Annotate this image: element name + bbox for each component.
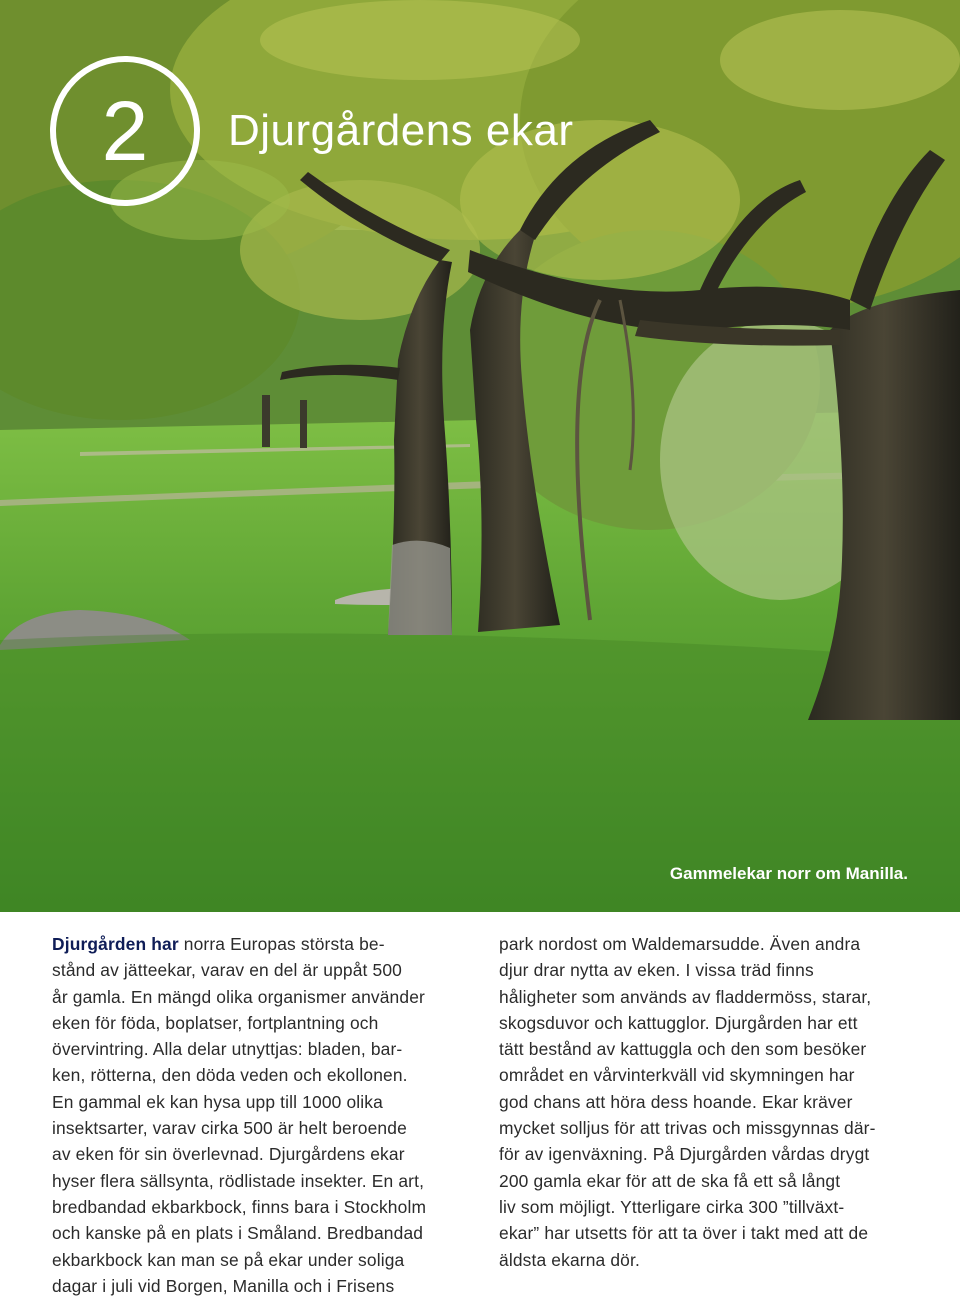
article-line: bredbandad ekbarkbock, finns bara i Stockholm — [52, 1196, 427, 1217]
article-line: och kanske på en plats i Småland. Bredbandad — [52, 1223, 424, 1244]
article-line: håligheter som används av fladdermöss, starar, — [499, 986, 872, 1007]
article-line: ekar” har utsetts för att ta över i takt med att de — [499, 1223, 869, 1244]
article-line: insektsarter, varav cirka 500 är helt beroende — [52, 1118, 407, 1139]
article-line: mycket solljus för att trivas och missgynnas där- — [499, 1118, 876, 1139]
article-line: tätt bestånd av kattuggla och den som besöker — [499, 1039, 867, 1060]
article-column-left — [52, 931, 472, 1299]
article-line: övervintring. Alla delar utnyttjas: bladen, bar- — [52, 1039, 403, 1060]
chapter-title: Djurgårdens ekar — [228, 106, 574, 155]
article-line: eken för föda, boplatser, fortplantning och — [52, 1012, 379, 1033]
article-line: området en vårvinterkväll vid skymningen har — [499, 1065, 855, 1086]
article-line: djur drar nytta av eken. I vissa träd finns — [499, 960, 814, 981]
article-line: av eken för sin överlevnad. Djurgårdens ekar — [52, 1144, 405, 1165]
article-line: Djurgården har norra Europas största be- — [52, 934, 385, 954]
article-line: god chans att höra dess hoande. Ekar kräver — [499, 1091, 853, 1112]
article-line: ken, rötterna, den döda veden och ekollonen. — [52, 1065, 408, 1086]
article-line: park nordost om Waldemarsudde. Även andra — [499, 934, 861, 954]
article-line: 200 gamla ekar för att de ska få ett så långt — [499, 1170, 841, 1191]
article-line: äldsta ekarna dör. — [499, 1249, 640, 1270]
photo-caption: Gammelekar norr om Manilla. — [669, 864, 908, 883]
article-line: stånd av jätteekar, varav en del är uppåt 500 — [52, 960, 402, 981]
article-column-right — [499, 931, 919, 1273]
article-line: för av igenväxning. På Djurgården vårdas drygt — [499, 1144, 870, 1165]
article-line: dagar i juli vid Borgen, Manilla och i Frisens — [52, 1275, 395, 1296]
article-line: hyser flera sällsynta, rödlistade insekter. En art, — [52, 1170, 425, 1191]
chapter-number-badge: 2 — [50, 56, 200, 206]
article-line: år gamla. En mängd olika organismer använder — [52, 986, 425, 1007]
article-line: liv som möjligt. Ytterligare cirka 300 ”tillväxt- — [499, 1196, 845, 1217]
article-line: skogsduvor och kattugglor. Djurgården har ett — [499, 1012, 858, 1033]
article-line: En gammal ek kan hysa upp till 1000 olika — [52, 1091, 383, 1112]
article-line: ekbarkbock kan man se på ekar under soliga — [52, 1249, 405, 1270]
article-lead: Djurgården har — [52, 934, 179, 954]
